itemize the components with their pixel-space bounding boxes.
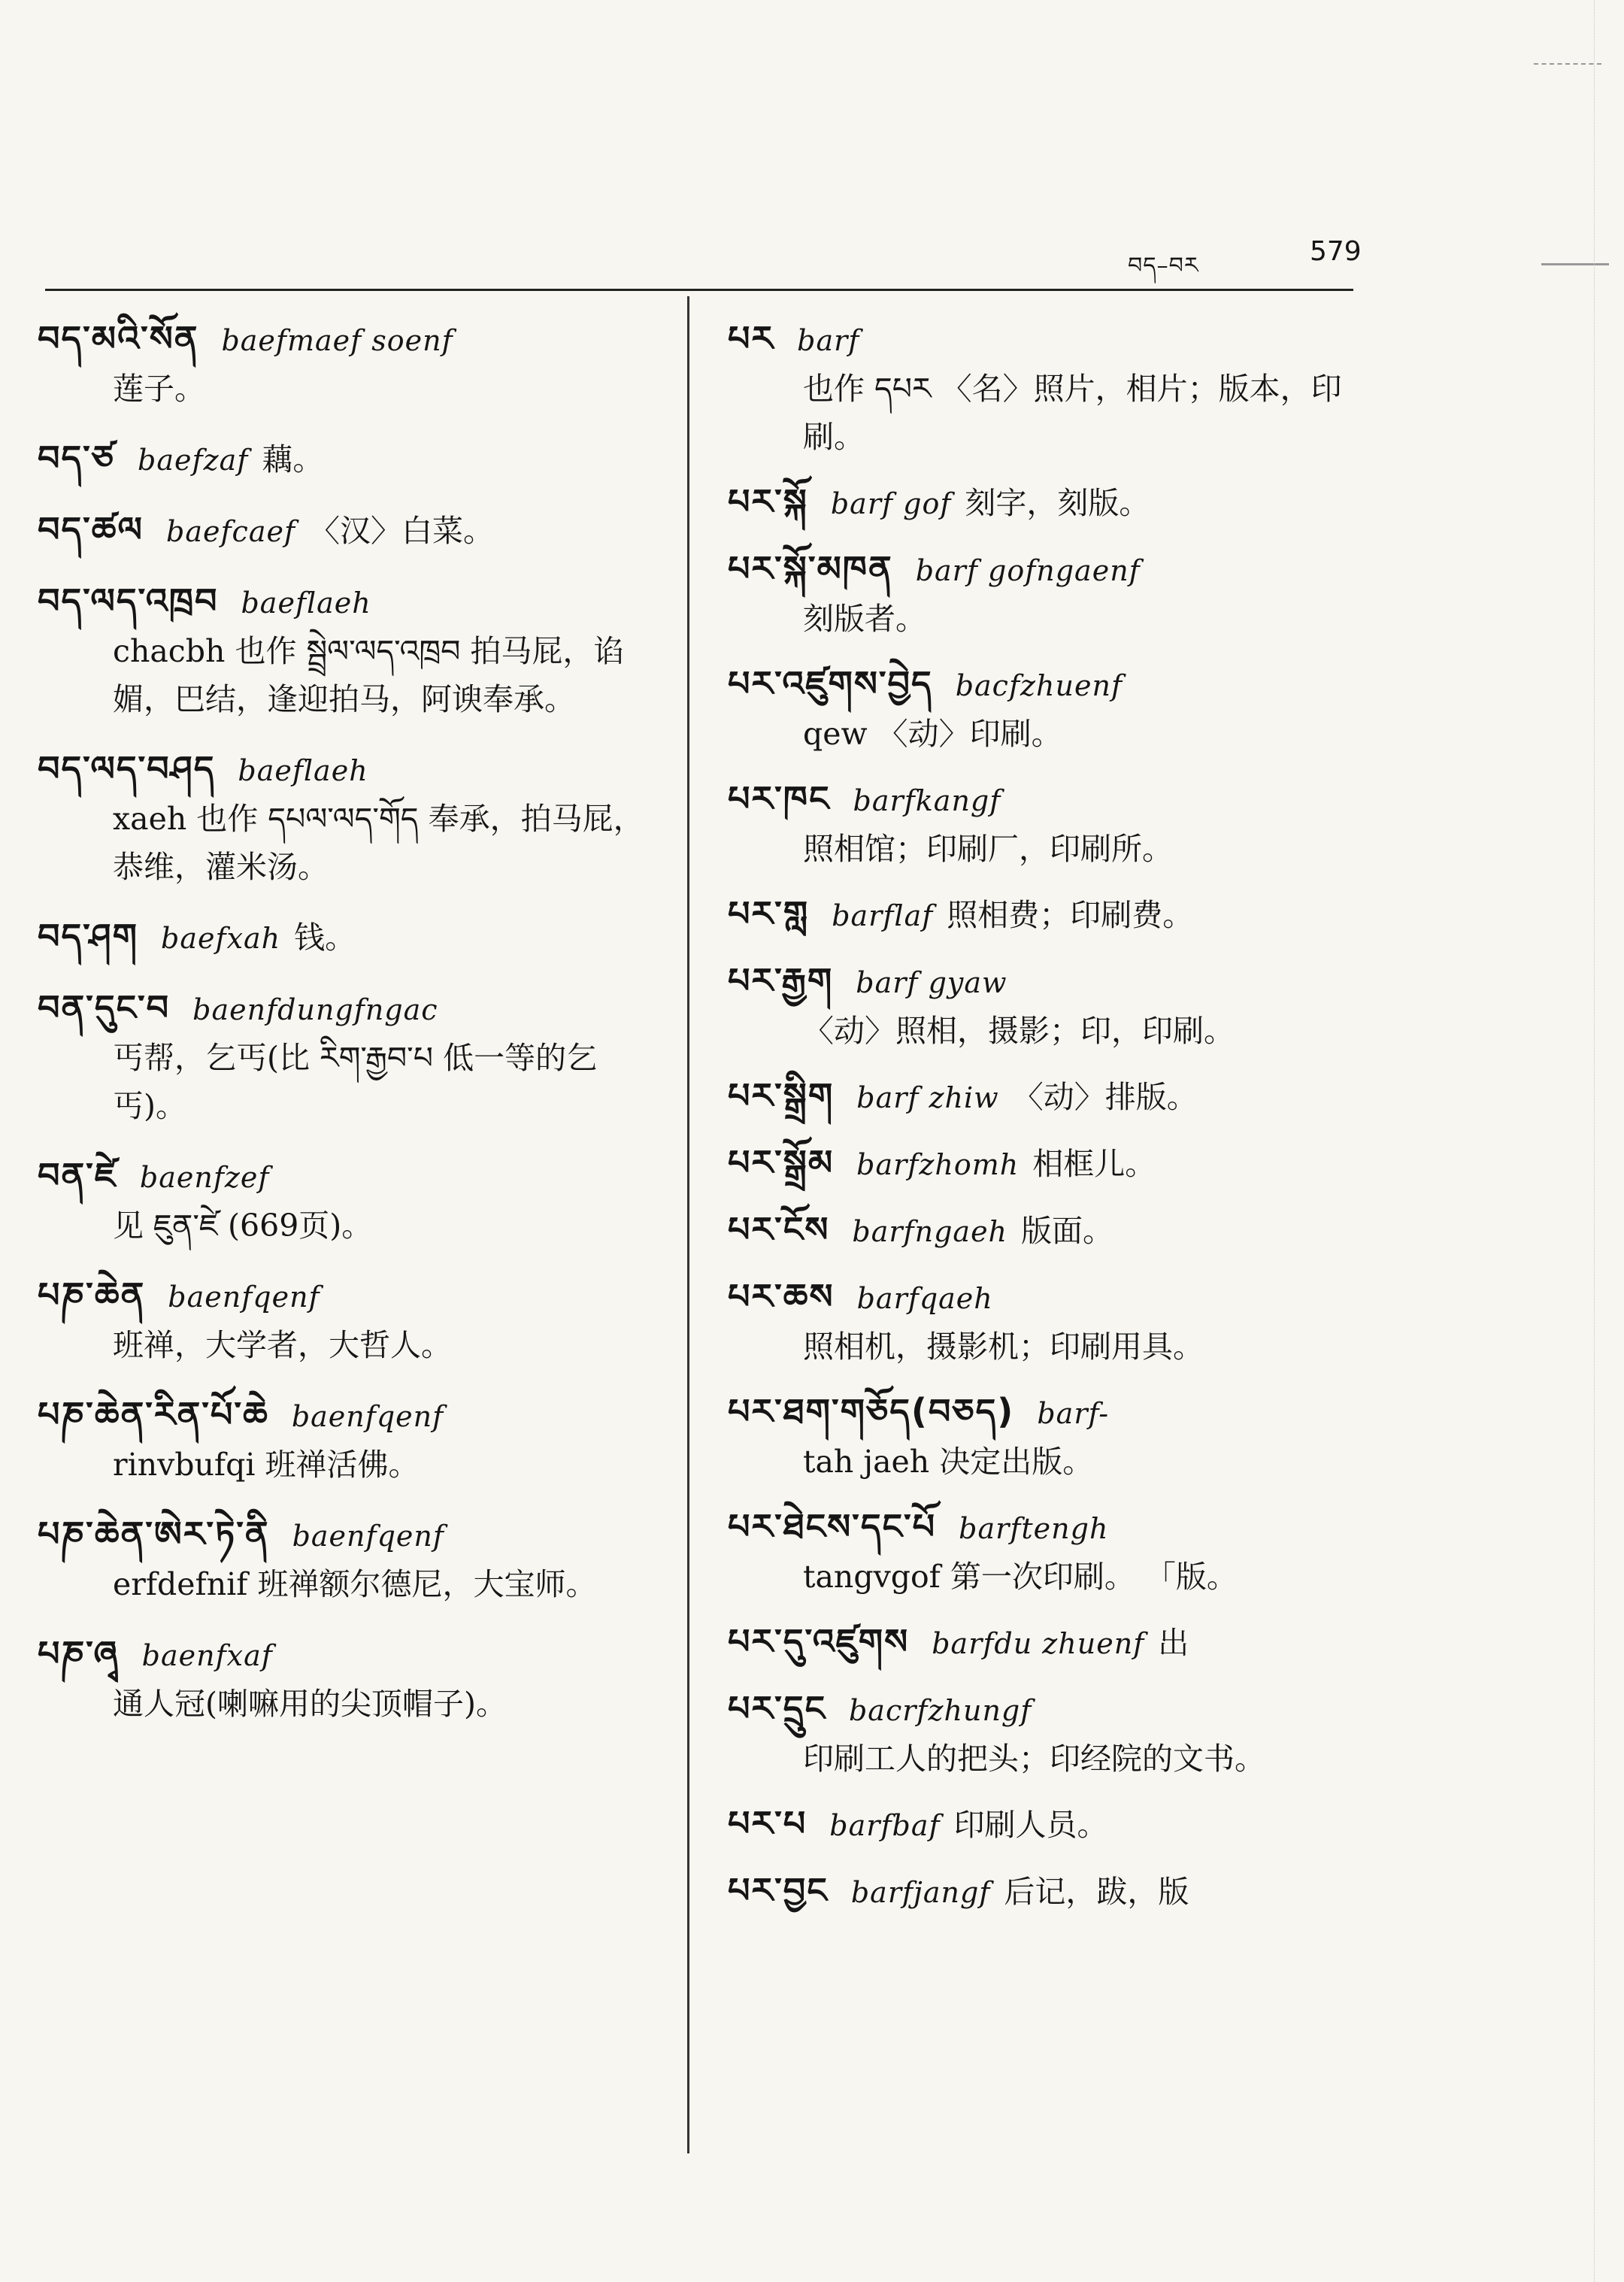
definition: 〈汉〉白菜。	[309, 513, 495, 549]
tibetan-headword: བད་ལད་བཤད	[38, 748, 216, 789]
romanization: barflaf	[832, 899, 934, 932]
romanization: bacfzhuenf	[955, 669, 1123, 702]
romanization: barf gofngaenf	[915, 554, 1141, 587]
definition: 印刷工人的把头；印经院的文书。	[803, 1741, 1265, 1777]
tibetan-headword: པར་དུ་འཛུགས	[728, 1621, 910, 1662]
tibetan-headword: པར་སྒྲོམ	[728, 1142, 835, 1183]
definition: tangvgof 第一次印刷。 「版。	[803, 1559, 1238, 1595]
scan-mark-right	[1541, 263, 1609, 265]
definition: 版面。	[1021, 1213, 1114, 1249]
definition: 刻版者。	[803, 601, 926, 637]
dictionary-entry	[728, 1387, 1368, 1486]
dictionary-entry	[38, 1510, 662, 1608]
dictionary-entry	[38, 983, 662, 1130]
romanization: barfdu zhuenf	[932, 1627, 1145, 1660]
definition: 钱。	[294, 920, 356, 956]
romanization: barfzhomh	[856, 1148, 1020, 1181]
definition: 印刷人员。	[953, 1807, 1108, 1843]
tibetan-headword: བད་ཚལ	[38, 509, 144, 550]
romanization: baenfdungfngac	[192, 993, 438, 1026]
tibetan-headword: པར་འཛུགས་བྱེད	[728, 663, 933, 704]
definition: 后记，跋，版	[1004, 1874, 1189, 1910]
dictionary-entry	[728, 1799, 1368, 1850]
tibetan-headword: པར་གླ	[728, 893, 810, 934]
dictionary-entry	[728, 1502, 1368, 1601]
romanization: baefmaef soenf	[221, 324, 453, 357]
romanization: bacrfzhungf	[848, 1694, 1032, 1727]
romanization: baenfqenf	[168, 1280, 320, 1314]
dictionary-entry	[728, 889, 1368, 940]
definition: 相框儿。	[1032, 1146, 1156, 1182]
dictionary-entry	[728, 956, 1368, 1055]
dictionary-entry	[38, 1390, 662, 1489]
romanization: baenfqenf	[292, 1520, 444, 1553]
definition: 照相馆；印刷厂，印刷所。	[803, 831, 1173, 867]
romanization: barfqaeh	[856, 1282, 993, 1315]
definition: 出	[1158, 1625, 1189, 1661]
dictionary-entry	[728, 1272, 1368, 1371]
romanization: baefcaef	[166, 515, 296, 548]
romanization: barftengh	[959, 1512, 1109, 1545]
column-divider	[687, 296, 689, 2153]
tibetan-headword: པར་སྐོ	[728, 481, 808, 522]
tibetan-headword: པར་ཐེངས་དང་པོ	[728, 1506, 937, 1547]
tibetan-headword: བད་ཙ	[38, 438, 116, 478]
header-range: བད–བར	[1128, 253, 1199, 279]
definition: 班禅，大学者，大哲人。	[113, 1327, 452, 1363]
dictionary-entry	[38, 577, 662, 723]
definition: 也作 དཔར 〈名〉照片，相片；版本，印刷。	[803, 371, 1342, 455]
tibetan-headword: བད་ཤག	[38, 916, 139, 956]
dictionary-entry	[728, 314, 1368, 461]
romanization: barf	[797, 324, 860, 357]
romanization: barf zhiw	[856, 1081, 999, 1114]
dictionary-entry	[38, 1629, 662, 1728]
romanization: baenfzef	[139, 1161, 270, 1194]
romanization: barf-	[1037, 1397, 1110, 1430]
tibetan-headword: པར་སྒྲིག	[728, 1075, 835, 1116]
tibetan-headword: པཎ་ཆེན་རིན་པོ་ཆེ	[38, 1394, 269, 1435]
scan-mark-top	[1534, 63, 1601, 65]
tibetan-headword: པར་དྲུང	[728, 1688, 826, 1729]
dictionary-entry	[38, 314, 662, 413]
romanization: baeflaeh	[241, 586, 371, 620]
dictionary-entry	[728, 1205, 1368, 1256]
tibetan-headword: བན་ཛེ	[38, 1155, 117, 1196]
tibetan-headword: བད་མའི་སོན	[38, 318, 199, 359]
tibetan-headword: པར་ངོས	[728, 1209, 830, 1250]
dictionary-entry	[728, 659, 1368, 758]
header-rule	[45, 289, 1353, 291]
definition: 通人冠(喇嘛用的尖顶帽子)。	[113, 1686, 507, 1722]
dictionary-entry	[38, 1151, 662, 1250]
tibetan-headword: པར་སྐོ་མཁན	[728, 548, 893, 589]
romanization: barf gyaw	[856, 966, 1007, 999]
definition: 〈动〉照相，摄影；印，印刷。	[803, 1013, 1235, 1049]
definition: 莲子。	[113, 371, 205, 407]
romanization: barfbaf	[829, 1809, 941, 1842]
romanization: baefxah	[161, 922, 281, 955]
page-edge	[1594, 0, 1595, 2282]
tibetan-headword: པར་ཁང	[728, 778, 831, 819]
tibetan-headword: བན་དུང་བ	[38, 987, 171, 1028]
definition: xaeh 也作 དཔལ་ལད་གོད 奉承，拍马屁，恭维，灌米汤。	[113, 801, 644, 885]
romanization: baeflaeh	[238, 754, 368, 787]
page-number: 579	[1310, 236, 1362, 267]
romanization: baefzaf	[138, 444, 249, 477]
definition: tah jaeh 决定出版。	[803, 1444, 1094, 1480]
dictionary-entry	[728, 544, 1368, 643]
definition: 照相费；印刷费。	[947, 897, 1194, 933]
dictionary-entry	[728, 477, 1368, 528]
dictionary-entry	[38, 434, 662, 484]
definition: 刻字，刻版。	[965, 485, 1150, 521]
tibetan-headword: པར་ཐག་གཅོད(བཅད)	[728, 1391, 1015, 1432]
romanization: baenfxaf	[141, 1639, 273, 1672]
tibetan-headword: པཎ་ཆེན་ཨེར་ཏེ་ནི	[38, 1514, 270, 1554]
dictionary-entry	[728, 1684, 1368, 1783]
dictionary-entry	[38, 505, 662, 556]
tibetan-headword: པཎ་ཞྭ	[38, 1633, 120, 1674]
page-header	[45, 236, 1362, 279]
definition: 〈动〉排版。	[1012, 1079, 1198, 1115]
definition: rinvbufqi 班禅活佛。	[113, 1447, 420, 1483]
tibetan-headword: པཎ་ཆེན	[38, 1274, 146, 1315]
tibetan-headword: པར་རྒྱག	[728, 960, 834, 1001]
romanization: barfjangf	[850, 1876, 991, 1909]
dictionary-entry	[728, 1617, 1368, 1668]
left-column	[38, 314, 662, 1749]
dictionary-entry	[728, 1071, 1368, 1122]
tibetan-headword: པར་ཆས	[728, 1276, 835, 1317]
definition: 照相机，摄影机；印刷用具。	[803, 1329, 1204, 1365]
definition: chacbh 也作 སྦྲེལ་ལད་འཁྲབ 拍马屁，谄媚，巴结，逢迎拍马，阿谀奉承。	[113, 633, 625, 717]
dictionary-entry	[728, 774, 1368, 873]
right-column	[728, 314, 1368, 1933]
tibetan-headword: པར	[728, 318, 775, 359]
dictionary-entry	[38, 912, 662, 962]
definition: erfdefnif 班禅额尔德尼，大宝师。	[113, 1566, 597, 1602]
dictionary-entry	[38, 744, 662, 891]
definition: qew 〈动〉印刷。	[803, 716, 1062, 752]
definition: 藕。	[262, 441, 324, 477]
dictionary-entry	[728, 1138, 1368, 1189]
tibetan-headword: བད་ལད་འཁྲབ	[38, 580, 219, 621]
dictionary-entry	[38, 1271, 662, 1369]
tibetan-headword: པར་པ	[728, 1803, 807, 1844]
romanization: barf gof	[830, 487, 952, 520]
tibetan-headword: པར་བྱང	[728, 1870, 829, 1911]
definition: 丐帮，乞丐(比 རིག་རྒྱབ་པ 低一等的乞丐)。	[113, 1040, 598, 1124]
romanization: baenfqenf	[291, 1400, 444, 1433]
dictionary-entry	[728, 1866, 1368, 1917]
definition: 见 ཇུན་ཛེ (669页)。	[113, 1208, 373, 1244]
romanization: barfngaeh	[852, 1215, 1008, 1248]
romanization: barfkangf	[853, 784, 1001, 817]
